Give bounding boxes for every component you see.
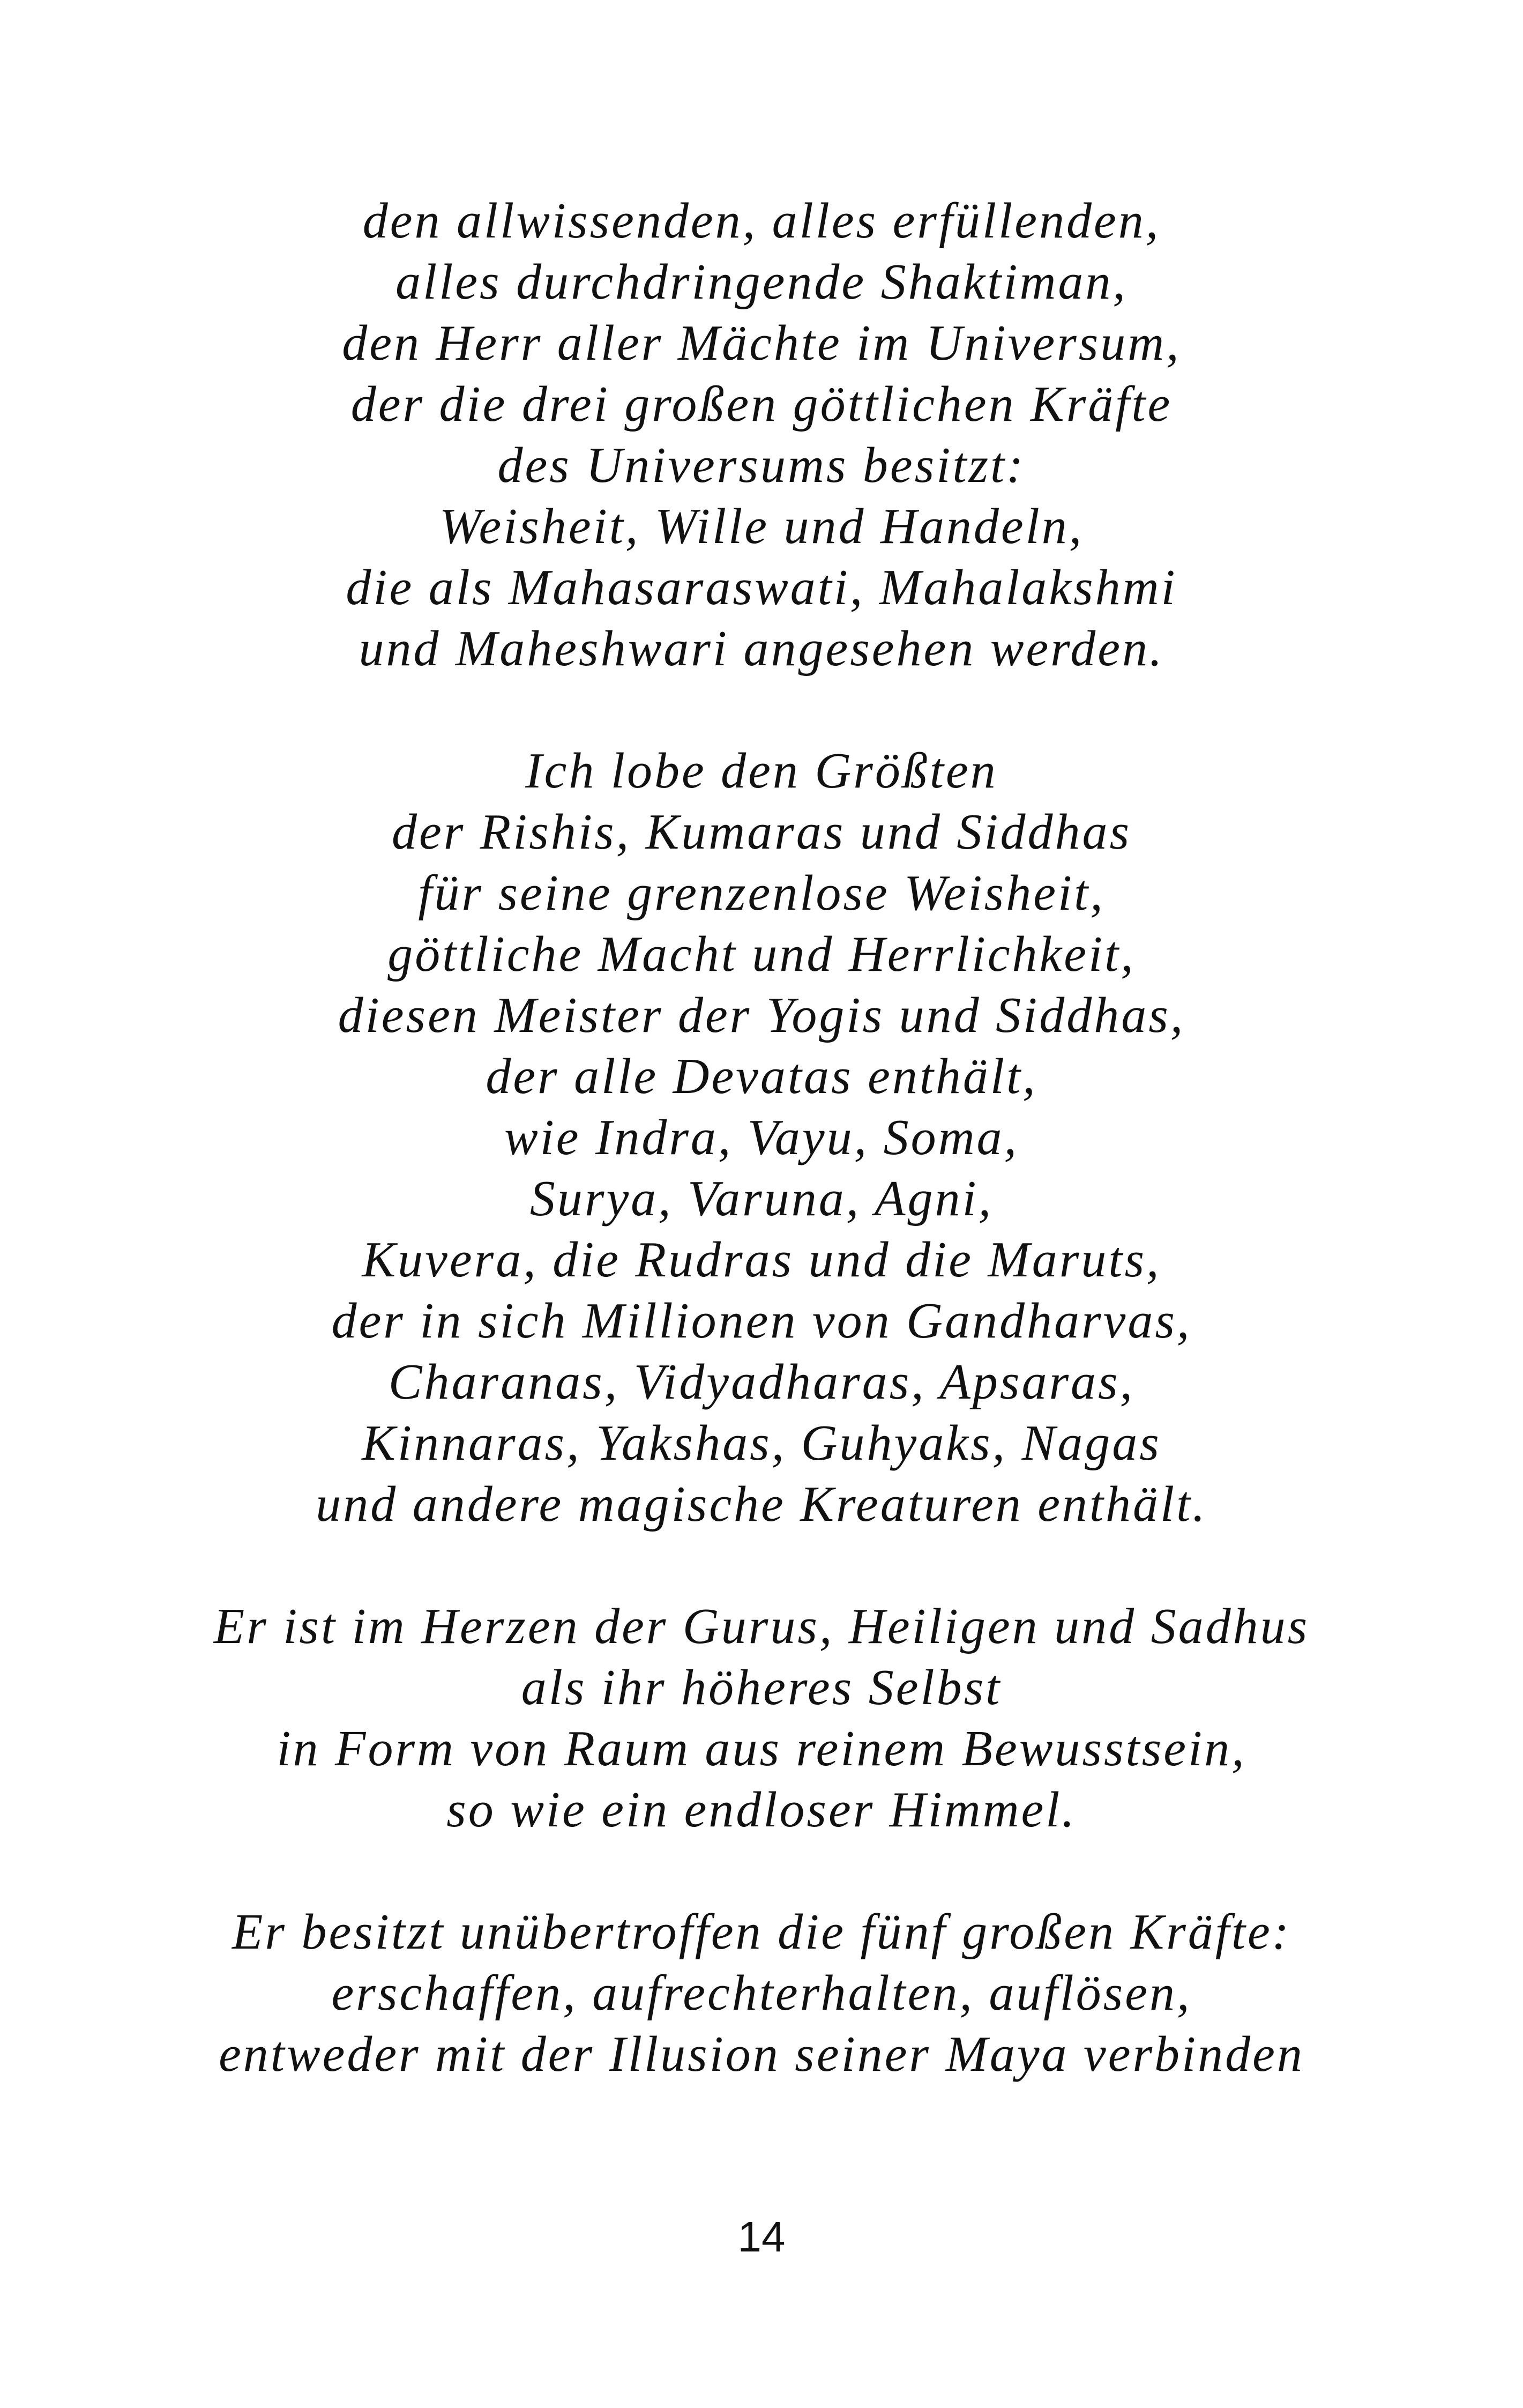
poem-line: den allwissenden, alles erfüllenden, — [362, 193, 1161, 249]
poem-line: die als Mahasaraswati, Mahalakshmi — [346, 560, 1177, 615]
poem-line: Charanas, Vidyadharas, Apsaras, — [388, 1354, 1135, 1410]
stanza-3 — [0, 1596, 1523, 1840]
poem-line: entweder mit der Illusion seiner Maya verbinden — [219, 2026, 1304, 2082]
poem-line: den Herr aller Mächte im Universum, — [342, 315, 1181, 371]
poem-line: alles durchdringende Shaktiman, — [395, 254, 1128, 310]
poem-line: der in sich Millionen von Gandharvas, — [331, 1293, 1192, 1349]
poem-line: göttliche Macht und Herrlichkeit, — [387, 926, 1136, 982]
poem-line: als ihr höheres Selbst — [521, 1660, 1002, 1715]
poem-line: Surya, Varuna, Agni, — [529, 1171, 994, 1227]
poem-line: Ich lobe den Größten — [525, 743, 998, 799]
page-number: 14 — [737, 2213, 786, 2261]
stanza-1 — [0, 190, 1523, 679]
poem-line: und Maheshwari angesehen werden. — [359, 621, 1164, 677]
poem-line: Er besitzt unübertroffen die fünf großen Kräfte: — [232, 1904, 1291, 1960]
poem-line: Weisheit, Wille und Handeln, — [439, 499, 1084, 554]
poem-line: wie Indra, Vayu, Soma, — [504, 1110, 1019, 1165]
stanza-2 — [0, 740, 1523, 1535]
poem-line: der Rishis, Kumaras und Siddhas — [391, 804, 1132, 860]
poem-text — [0, 190, 1523, 2085]
poem-line: des Universums besitzt: — [497, 437, 1026, 493]
poem-line: der die drei großen göttlichen Kräfte — [350, 376, 1173, 432]
poem-line: Kuvera, die Rudras und die Maruts, — [362, 1232, 1161, 1288]
poem-line: diesen Meister der Yogis und Siddhas, — [338, 987, 1185, 1043]
poem-line: Kinnaras, Yakshas, Guhyaks, Nagas — [362, 1415, 1161, 1471]
poem-line: für seine grenzenlose Weisheit, — [418, 865, 1105, 921]
poem-line: erschaffen, aufrechterhalten, auflösen, — [331, 1965, 1192, 2021]
poem-line: Er ist im Herzen der Gurus, Heiligen und Sadhus — [213, 1599, 1310, 1654]
poem-line: der alle Devatas enthält, — [486, 1049, 1037, 1104]
stanza-4 — [0, 1901, 1523, 2085]
poem-line: in Form von Raum aus reinem Bewusstsein, — [277, 1721, 1246, 1777]
poem-line: und andere magische Kreaturen enthält. — [316, 1476, 1207, 1532]
poem-line: so wie ein endloser Himmel. — [446, 1782, 1077, 1838]
